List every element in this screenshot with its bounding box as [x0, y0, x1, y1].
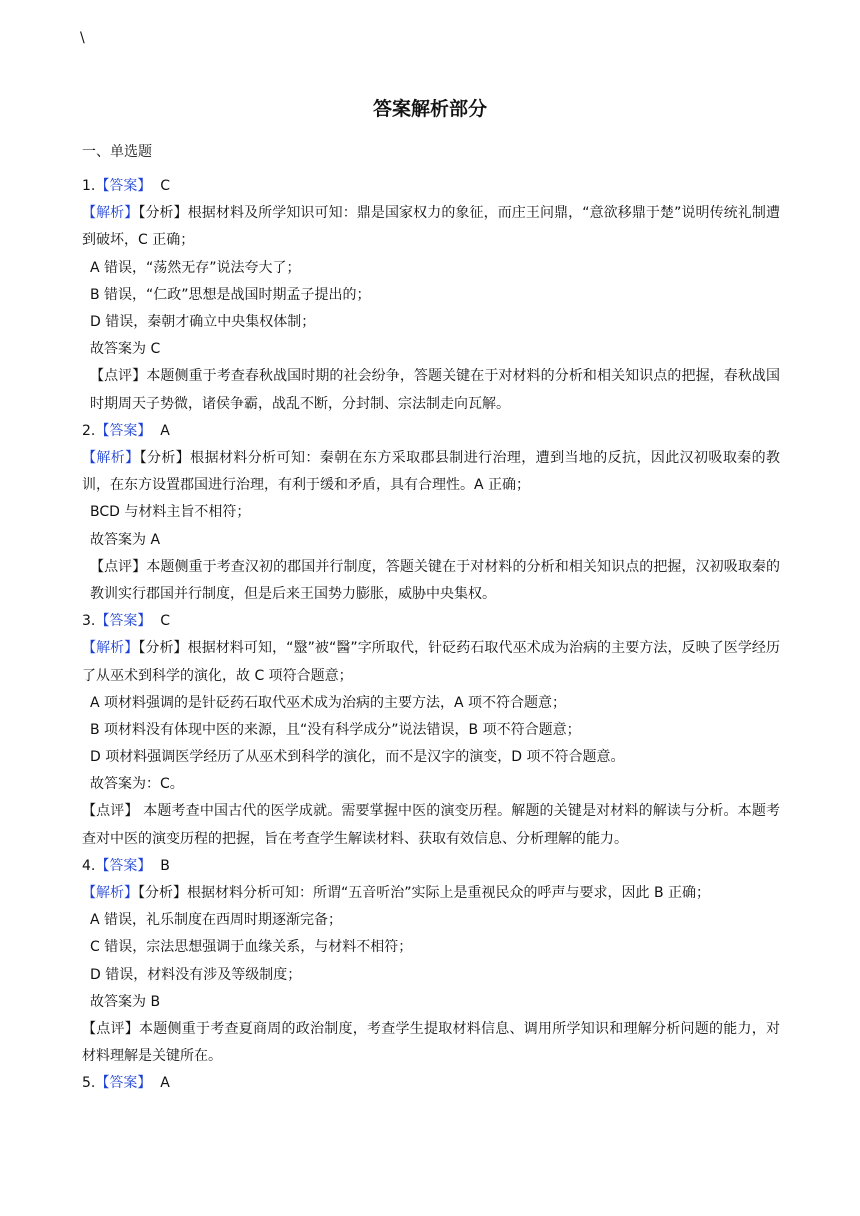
answer-tag: 【答案】	[95, 857, 152, 874]
answer-line	[82, 608, 780, 635]
answer-line	[82, 853, 780, 880]
analysis-paragraph	[82, 200, 780, 254]
answer-summary: 故答案为 B	[90, 993, 161, 1010]
answer-value: C	[160, 178, 171, 194]
section-heading: 一、单选题	[82, 144, 152, 160]
analysis-tag: 【解析】	[82, 885, 138, 902]
analysis-tag: 【解析】	[82, 205, 139, 222]
option-line: A 错误，礼乐制度在西周时期逐渐完备；	[90, 912, 343, 929]
analysis-paragraph	[82, 445, 780, 499]
answer-tag: 【答案】	[95, 422, 152, 439]
question-number: 5.	[82, 1075, 96, 1092]
option-line: C 错误，宗法思想强调于血缘关系，与材料不相符；	[90, 939, 413, 956]
answer-content	[82, 173, 780, 1098]
analysis-paragraph	[82, 635, 780, 689]
comment-paragraph: 【点评】 本题考查中国古代的医学成就。需要掌握中医的演变历程。解题的关键是对材料的解读与分析。本题考查对中医的演变历程的把握，旨在考查学生解读材料、获取有效信息、分析理解的能力。	[82, 803, 780, 847]
analysis-paragraph	[82, 880, 780, 907]
option-line: BCD 与材料主旨不相符；	[90, 504, 251, 521]
answer-tag: 【答案】	[95, 1075, 152, 1092]
answer-tag: 【答案】	[95, 178, 152, 194]
answer-summary: 故答案为：C。	[90, 776, 184, 793]
analysis-text: 【分析】根据材料分析可知：秦朝在东方采取郡县制进行治理，遭到当地的反抗，因此汉初吸取秦的教训，在东方设置郡国进行治理，有利于缓和矛盾，具有合理性。A 正确；	[82, 449, 781, 494]
analysis-text: 【分析】根据材料分析可知：所谓“五音听治”实际上是重视民众的呼声与要求，因此 B 正确；	[138, 885, 711, 902]
analysis-tag: 【解析】	[82, 640, 139, 657]
option-line: B 项材料没有体现中医的来源，且“没有科学成分”说法错误，B 项不符合题意；	[90, 721, 581, 738]
answer-value: B	[160, 857, 170, 874]
comment-paragraph: 【点评】本题侧重于考查春秋战国时期的社会纷争，答题关键在于对材料的分析和相关知识点的把握，春秋战国时期周天子势微，诸侯争霸，战乱不断，分封制、宗法制走向瓦解。	[90, 368, 780, 412]
question-number: 3.	[82, 613, 96, 630]
analysis-text: 【分析】根据材料及所学知识可知：鼎是国家权力的象征，而庄王问鼎，“意欲移鼎于楚”说明传统礼制遭到破坏，C 正确；	[82, 205, 780, 249]
question-number: 2.	[82, 422, 96, 439]
answer-tag: 【答案】	[95, 613, 152, 630]
answer-summary: 故答案为 A	[90, 531, 161, 548]
answer-value: C	[160, 613, 171, 630]
option-line: B 错误，“仁政”思想是战国时期孟子提出的；	[90, 286, 371, 303]
answer-line	[82, 173, 780, 200]
corner-mark: \	[80, 30, 85, 46]
answer-value: A	[160, 1075, 170, 1092]
option-line: A 错误，“荡然无存”说法夸大了；	[90, 259, 301, 276]
option-line: A 项材料强调的是针砭药石取代巫术成为治病的主要方法，A 项不符合题意；	[90, 694, 567, 711]
analysis-tag: 【解析】	[82, 449, 140, 466]
comment-paragraph: 【点评】本题侧重于考查夏商周的政治制度，考查学生提取材料信息、调用所学知识和理解分析问题的能力，对材料理解是关键所在。	[82, 1021, 780, 1065]
option-line: D 项材料强调医学经历了从巫术到科学的演化，而不是汉字的演变，D 项不符合题意。	[90, 749, 625, 766]
analysis-text: 【分析】根据材料可知，“毉”被“醫”字所取代，针砭药石取代巫术成为治病的主要方法，反映了医学经历了从巫术到科学的演化，故 C 项符合题意；	[82, 640, 780, 684]
question-number: 4.	[82, 857, 96, 874]
page-title: 答案解析部分	[372, 98, 487, 120]
option-line: D 错误，材料没有涉及等级制度；	[90, 966, 302, 983]
comment-paragraph: 【点评】本题侧重于考查汉初的郡国并行制度，答题关键在于对材料的分析和相关知识点的把握，汉初吸取秦的教训实行郡国并行制度，但是后来王国势力膨胀，威胁中央集权。	[90, 558, 780, 602]
option-line: D 错误，秦朝才确立中央集权体制；	[90, 313, 316, 330]
answer-line	[82, 1070, 780, 1097]
answer-summary: 故答案为 C	[90, 341, 161, 358]
answer-value: A	[160, 422, 170, 439]
question-number: 1.	[82, 178, 96, 194]
answer-line	[82, 418, 780, 445]
